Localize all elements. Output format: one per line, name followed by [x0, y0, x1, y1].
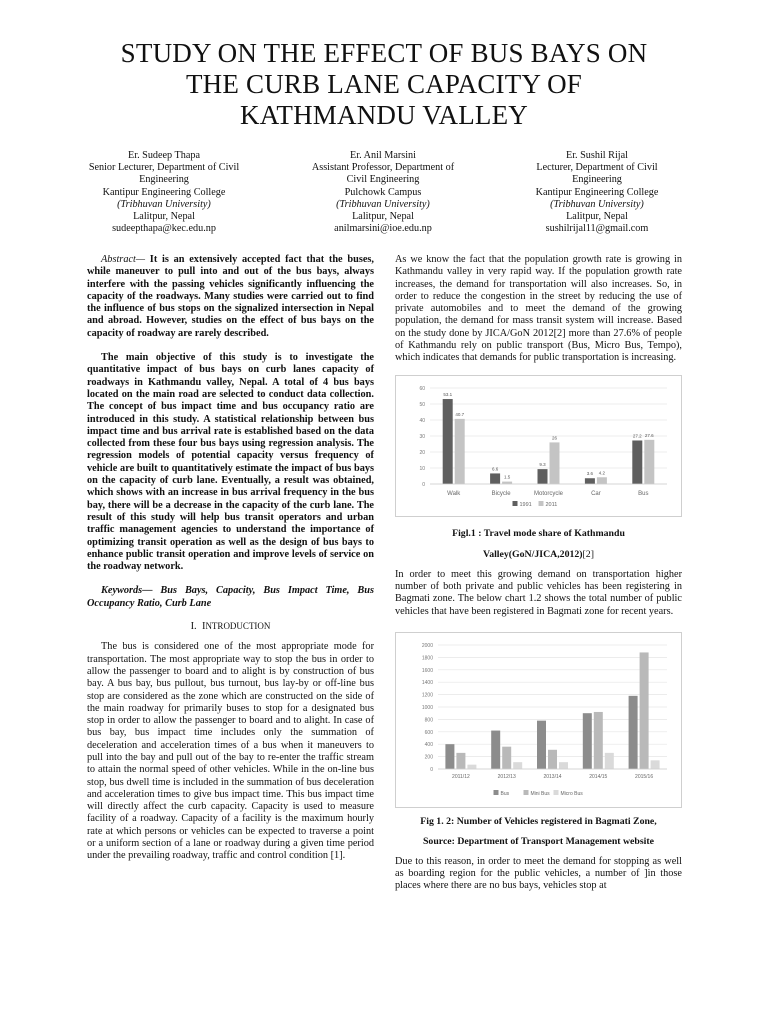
- legend-entry: Micro Bus: [560, 790, 583, 797]
- bar-mini-bus: [502, 747, 511, 769]
- y-tick-label: 60: [419, 385, 425, 392]
- x-category-label: 2015/16: [635, 773, 654, 780]
- bar-micro-bus: [605, 753, 614, 769]
- x-category-label: Bus: [638, 490, 649, 497]
- author-name: Er. Sudeep Thapa: [128, 150, 200, 161]
- abstract-text: It is an extensively accepted fact that the buses, while maneuver to pull into and out of the bus bays, always interfere with the passing vehicles significantly influencing the capacity of the roadways. Many studies were carried out to find the influence of bus stops on the signalized intersection in Nepal and abroad. However, studies on the effect of bus bays on the capacity of roadway are rarely described.: [87, 254, 374, 339]
- bar-1991: [585, 478, 595, 484]
- author-role: Civil Engineering: [346, 174, 420, 186]
- legend-swatch: [554, 790, 559, 795]
- bar-micro-bus: [559, 762, 568, 769]
- legend-entry: Mini Bus: [530, 790, 550, 797]
- author-location: Lalitpur, Nepal: [133, 211, 195, 223]
- author-role: Senior Lecturer, Department of Civil: [88, 162, 240, 174]
- legend-swatch: [539, 501, 544, 506]
- right-column: [395, 254, 682, 893]
- intro-paragraph: The bus is considered one of the most appropriate mode for transportation. The most appropriate way to stop the bus in order to allow the passenger to board and to alight is by construction of bus bay. A bus bay, bus pullout, bus turnout, bus lay-by or off-line bus stop are considered as the zone which are constructed on the side of the main roadway for primarily buses to stop for a designated bus stop in order to allow the passenger to board and to alight. In case of bus bay, bus impact time includes only the summation of deceleration and acceleration times of a bus when it maneuvers to pull into the bay and pull out of the bay to re-enter the traffic stream to attain the normal speed of other vehicles. While in the on-line bus stop, bus dwell time is included in the summation of bus deceleration and acceleration times to give bus impact time. This bus impact time will directly affect the curb capacity. Capacity is used to measure facility of a roadway. Capacity of a facility is the maximum hourly rate at which persons or vehicles can be expected to traverse a point or a uniform section of a lane or roadway during a given time period under the prevailing roadway, traffic and control condition [1].: [87, 641, 374, 862]
- caption-text: Valley(GoN/JICA,2012): [483, 548, 583, 560]
- bar-micro-bus: [467, 765, 476, 769]
- author-location: Lalitpur, Nepal: [352, 211, 414, 223]
- section-heading-introduction: [87, 620, 374, 633]
- bar-mini-bus: [594, 712, 603, 769]
- author-role: Assistant Professor, Department of: [311, 162, 455, 174]
- x-category-label: 2012/13: [497, 773, 516, 780]
- bar-bus: [491, 730, 500, 768]
- data-label: 27.2: [632, 433, 642, 439]
- bar-micro-bus: [651, 760, 660, 769]
- y-tick-label: 0: [430, 766, 433, 773]
- abstract-paragraph-2: The main objective of this study is to investigate the quantitative impact of bus bays on curb lanes capacity of roadways in Kathmandu valley, Nepal. A total of 4 bus bays located on the main road are selected to conduct data collection. The concept of bus impact time and bus occupancy ratio are introduced in this study. A statistical relationship between bus impact time and bus arrival rate is established based on the data collected from these four bus bays using regression analysis. The regression models of potential capacity versus frequency of vehicle are built to quantitatively estimate the impact of bus bays on the capacity of curb lane. Eventually, a result was obtained, which shows with an increase in bus arrival frequency in the bus bay, there will be a decrease in the capacity of the curb lane. The result of this study will help bus transit operators and urban traffic management agencies to understand the importance of optimizing transit operation as well as the design of bus bays to enhance public transit operation and improve levels of service on the roadway network.: [87, 352, 374, 573]
- y-tick-label: 50: [419, 401, 425, 408]
- caption-line: Figl.1 : Travel mode share of Kathmandu: [452, 527, 625, 539]
- y-tick-label: 400: [424, 742, 433, 749]
- author-role: Engineering: [139, 174, 189, 186]
- data-label: 1.5: [503, 474, 511, 480]
- author-institution: Pulchowk Campus: [344, 186, 422, 198]
- bar-1991: [490, 473, 500, 484]
- y-tick-label: 1600: [421, 667, 433, 674]
- y-tick-label: 1000: [421, 704, 433, 711]
- bar-1991: [538, 469, 548, 484]
- y-tick-label: 1400: [421, 680, 433, 687]
- data-label: 27.6: [644, 432, 654, 438]
- figure-1-caption: [395, 523, 682, 565]
- legend-swatch: [524, 790, 529, 795]
- data-label: 3.6: [586, 470, 594, 476]
- data-label: 4.2: [598, 469, 606, 475]
- section-initial: I: [201, 621, 206, 633]
- y-tick-label: 10: [419, 465, 425, 472]
- title-line: KATHMANDU VALLEY: [240, 100, 528, 130]
- x-category-label: 2011/12: [452, 773, 470, 780]
- data-label: 9.3: [539, 461, 546, 467]
- y-tick-label: 200: [424, 754, 433, 761]
- author-email[interactable]: sushilrijal11@gmail.com: [545, 223, 649, 235]
- section-rest: NTRODUCTION: [205, 621, 271, 632]
- x-category-label: Motorcycle: [533, 490, 564, 497]
- legend-entry: 2011: [545, 501, 558, 508]
- caption-line: Source: Department of Transport Management website: [422, 835, 654, 847]
- x-category-label: 2013/14: [543, 773, 562, 780]
- author-university: (Tribhuvan University): [550, 198, 644, 210]
- author-block-2: [273, 150, 493, 235]
- author-name: Er. Anil Marsini: [350, 150, 416, 161]
- y-tick-label: 1200: [421, 692, 433, 699]
- figure-2-caption: [395, 812, 682, 852]
- author-email[interactable]: sudeepthapa@kec.edu.np: [112, 223, 216, 235]
- x-category-label: Car: [591, 490, 601, 497]
- bar-micro-bus: [513, 762, 522, 769]
- author-block-3: [487, 150, 707, 235]
- author-email[interactable]: anilmarsini@ioe.edu.np: [334, 223, 432, 235]
- author-university: (Tribhuvan University): [117, 198, 211, 210]
- author-location: Lalitpur, Nepal: [566, 211, 628, 223]
- bar-mini-bus: [456, 753, 465, 769]
- data-label: 26: [551, 435, 558, 441]
- author-role: Lecturer, Department of Civil: [536, 162, 658, 174]
- legend-entry: 1991: [519, 501, 532, 508]
- caption-reference: [2]: [582, 548, 594, 560]
- vehicles-registered-chart: [395, 632, 682, 808]
- caption-line-2: [395, 544, 682, 565]
- bar-1991: [443, 399, 453, 484]
- abstract-paragraph: [87, 254, 374, 340]
- body-paragraph: Due to this reason, in order to meet the demand for stopping as well as boarding region for the public vehicles, a number of ]in those places where there are no bus bays, vehicles stop at: [395, 855, 682, 892]
- abstract-label: Abstract—: [101, 254, 146, 265]
- legend-entry: Bus: [500, 790, 510, 797]
- legend-swatch: [494, 790, 499, 795]
- x-category-label: 2014/15: [589, 773, 608, 780]
- author-institution: Kantipur Engineering College: [535, 186, 659, 198]
- left-column: [87, 254, 374, 863]
- paper-title: [0, 38, 768, 131]
- body-paragraph: As we know the fact that the population growth rate is growing in Kathmandu valley in very rapid way. If the population growth rate increases, the demand for transportation will also increases. So, in order to reduce the congestion in the street by reducing the use of private automobiles and to meet the demand of the growing population, the demand for mass transit system will increase. Based on the study done by JICA/GoN 2012[2] more than 27.6% of people of Kathmandu rely on public transport (Bus, Micro Bus, Tempo), which indicates that demands for public transportation is increasing.: [395, 254, 682, 364]
- y-tick-label: 600: [424, 729, 433, 736]
- data-label: 6.6: [491, 466, 499, 472]
- data-label: 53.1: [443, 391, 453, 397]
- bar-2011: [455, 419, 465, 484]
- bar-mini-bus: [640, 652, 649, 769]
- bar-1991: [632, 440, 642, 484]
- bar-bus: [445, 744, 454, 769]
- bar-2011: [597, 477, 607, 484]
- bar-bus: [537, 720, 546, 768]
- y-tick-label: 2000: [421, 642, 433, 649]
- author-block-1: [54, 150, 274, 235]
- bar-2011: [644, 440, 654, 484]
- author-institution: Kantipur Engineering College: [102, 186, 226, 198]
- x-category-label: Walk: [447, 490, 461, 497]
- data-label: 40.7: [455, 411, 465, 417]
- author-university: (Tribhuvan University): [336, 198, 430, 210]
- keywords: Keywords— Bus Bays, Capacity, Bus Impact Time, Bus Occupancy Ratio, Curb Lane: [87, 585, 374, 609]
- section-number: I.: [190, 621, 197, 633]
- title-line: STUDY ON THE EFFECT OF BUS BAYS ON: [120, 38, 648, 68]
- bar-2011: [550, 442, 560, 484]
- bar-bus: [629, 696, 638, 769]
- y-tick-label: 40: [419, 417, 425, 424]
- x-category-label: Bicycle: [491, 490, 511, 497]
- author-role: Engineering: [572, 174, 622, 186]
- bar-mini-bus: [548, 750, 557, 769]
- body-paragraph: In order to meet this growing demand on transportation higher number of both private and public vehicles has been registering in Bagmati zone. The below chart 1.2 shows the total number of public vehicles that have been registered in Bagmati zone for recent years.: [395, 568, 682, 617]
- bar-bus: [583, 713, 592, 769]
- y-tick-label: 20: [419, 449, 425, 456]
- legend-swatch: [513, 501, 518, 506]
- y-tick-label: 30: [419, 433, 425, 440]
- y-tick-label: 1800: [421, 655, 433, 662]
- author-name: Er. Sushil Rijal: [566, 150, 628, 161]
- caption-line: Fig 1. 2: Number of Vehicles registered in Bagmati Zone,: [420, 815, 657, 827]
- title-line: THE CURB LANE CAPACITY OF: [185, 69, 583, 99]
- y-tick-label: 800: [424, 717, 433, 724]
- travel-mode-share-chart: [395, 375, 682, 517]
- y-tick-label: 0: [422, 481, 425, 488]
